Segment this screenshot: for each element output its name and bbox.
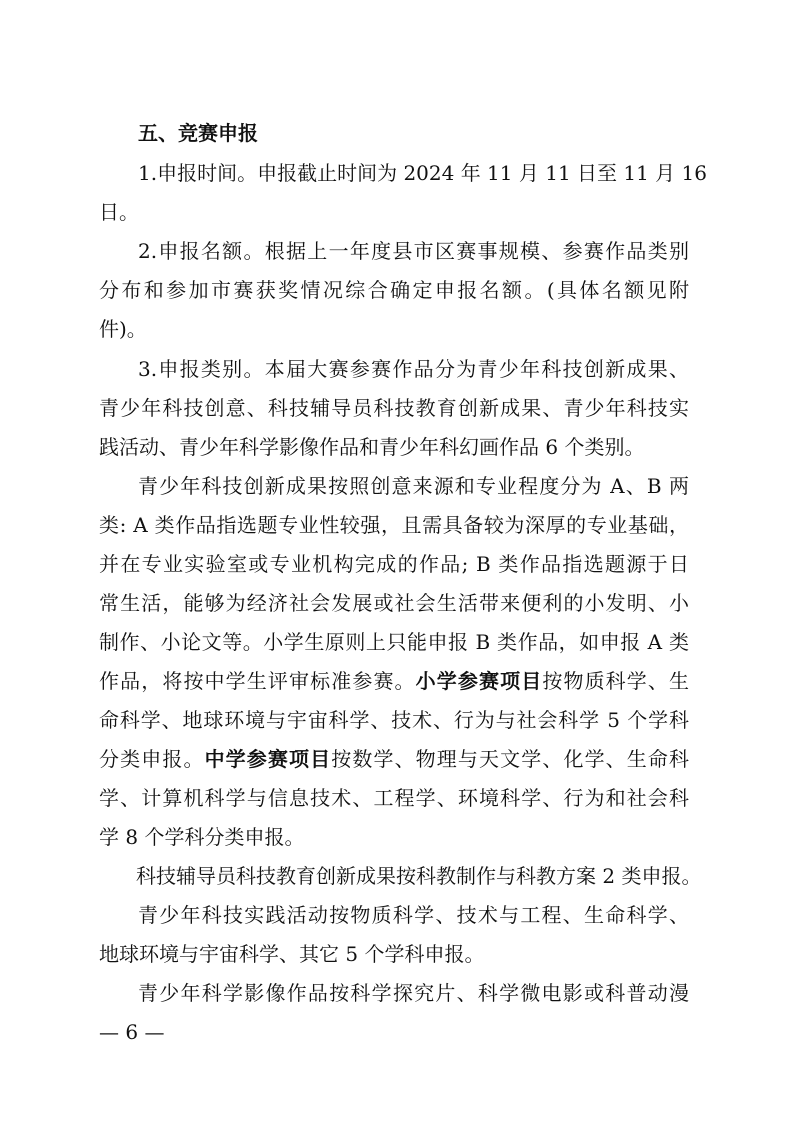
paragraph-4-line-9: 学、计算机科学与信息技术、工程学、环境科学、行为和社会科 xyxy=(99,786,689,810)
section-heading: 五、竞赛申报 xyxy=(138,121,258,145)
paragraph-7-line-1: 青少年科学影像作品按科学探究片、科学微电影或科普动漫 xyxy=(138,981,689,1005)
paragraph-1-line-1: 1.申报时间。申报截止时间为 2024 年 11 月 11 日至 11 月 16 xyxy=(138,161,707,185)
paragraph-2-line-2: 分布和参加市赛获奖情况综合确定申报名额。(具体名额见附 xyxy=(99,278,689,302)
paragraph-2-line-3: 件)。 xyxy=(99,317,147,341)
paragraph-4-line-5: 制作、小论文等。小学生原则上只能申报 B 类作品，如申报 A 类 xyxy=(99,630,689,654)
line-6-text-b: 按物质科学、生 xyxy=(542,669,690,693)
line-6-text-a: 作品，将按中学生评审标准参赛。 xyxy=(99,669,416,693)
paragraph-3-line-1: 3.申报类别。本届大赛参赛作品分为青少年科技创新成果、 xyxy=(138,357,689,381)
page-number: — 6 — xyxy=(99,1020,165,1044)
paragraph-6-line-2: 地球环境与宇宙科学、其它 5 个学科申报。 xyxy=(99,942,485,966)
paragraph-4-line-1: 青少年科技创新成果按照创意来源和专业程度分为 A、B 两 xyxy=(138,474,689,498)
paragraph-4-line-4: 常生活，能够为经济社会发展或社会生活带来便利的小发明、小 xyxy=(99,591,689,615)
paragraph-4-line-6 xyxy=(99,662,689,700)
paragraph-5-line-1: 科技辅导员科技教育创新成果按科教制作与科教方案 2 类申报。 xyxy=(136,864,702,888)
paragraph-4-line-2: 类: A 类作品指选题专业性较强，且需具备较为深厚的专业基础， xyxy=(99,513,689,537)
paragraph-4-line-7: 命科学、地球环境与宇宙科学、技术、行为与社会科学 5 个学科 xyxy=(99,708,689,732)
paragraph-4-line-3: 并在专业实验室或专业机构完成的作品; B 类作品指选题源于日 xyxy=(99,552,689,576)
paragraph-2-line-1: 2.申报名额。根据上一年度县市区赛事规模、参赛作品类别 xyxy=(138,239,689,263)
paragraph-6-line-1: 青少年科技实践活动按物质科学、技术与工程、生命科学、 xyxy=(138,903,689,927)
middle-school-items-label: 中学参赛项目 xyxy=(204,747,332,771)
paragraph-3-line-3: 践活动、青少年科学影像作品和青少年科幻画作品 6 个类别。 xyxy=(99,435,645,459)
paragraph-3-line-2: 青少年科技创意、科技辅导员科技教育创新成果、青少年科技实 xyxy=(99,396,689,420)
paragraph-4-line-8 xyxy=(99,740,689,778)
paragraph-4-line-10: 学 8 个学科分类申报。 xyxy=(99,825,305,849)
line-8-text-b: 按数学、物理与天文学、化学、生命科 xyxy=(331,747,690,771)
primary-school-items-label: 小学参赛项目 xyxy=(415,669,543,693)
paragraph-1-line-2: 日。 xyxy=(99,200,139,224)
line-8-text-a: 分类申报。 xyxy=(99,747,205,771)
